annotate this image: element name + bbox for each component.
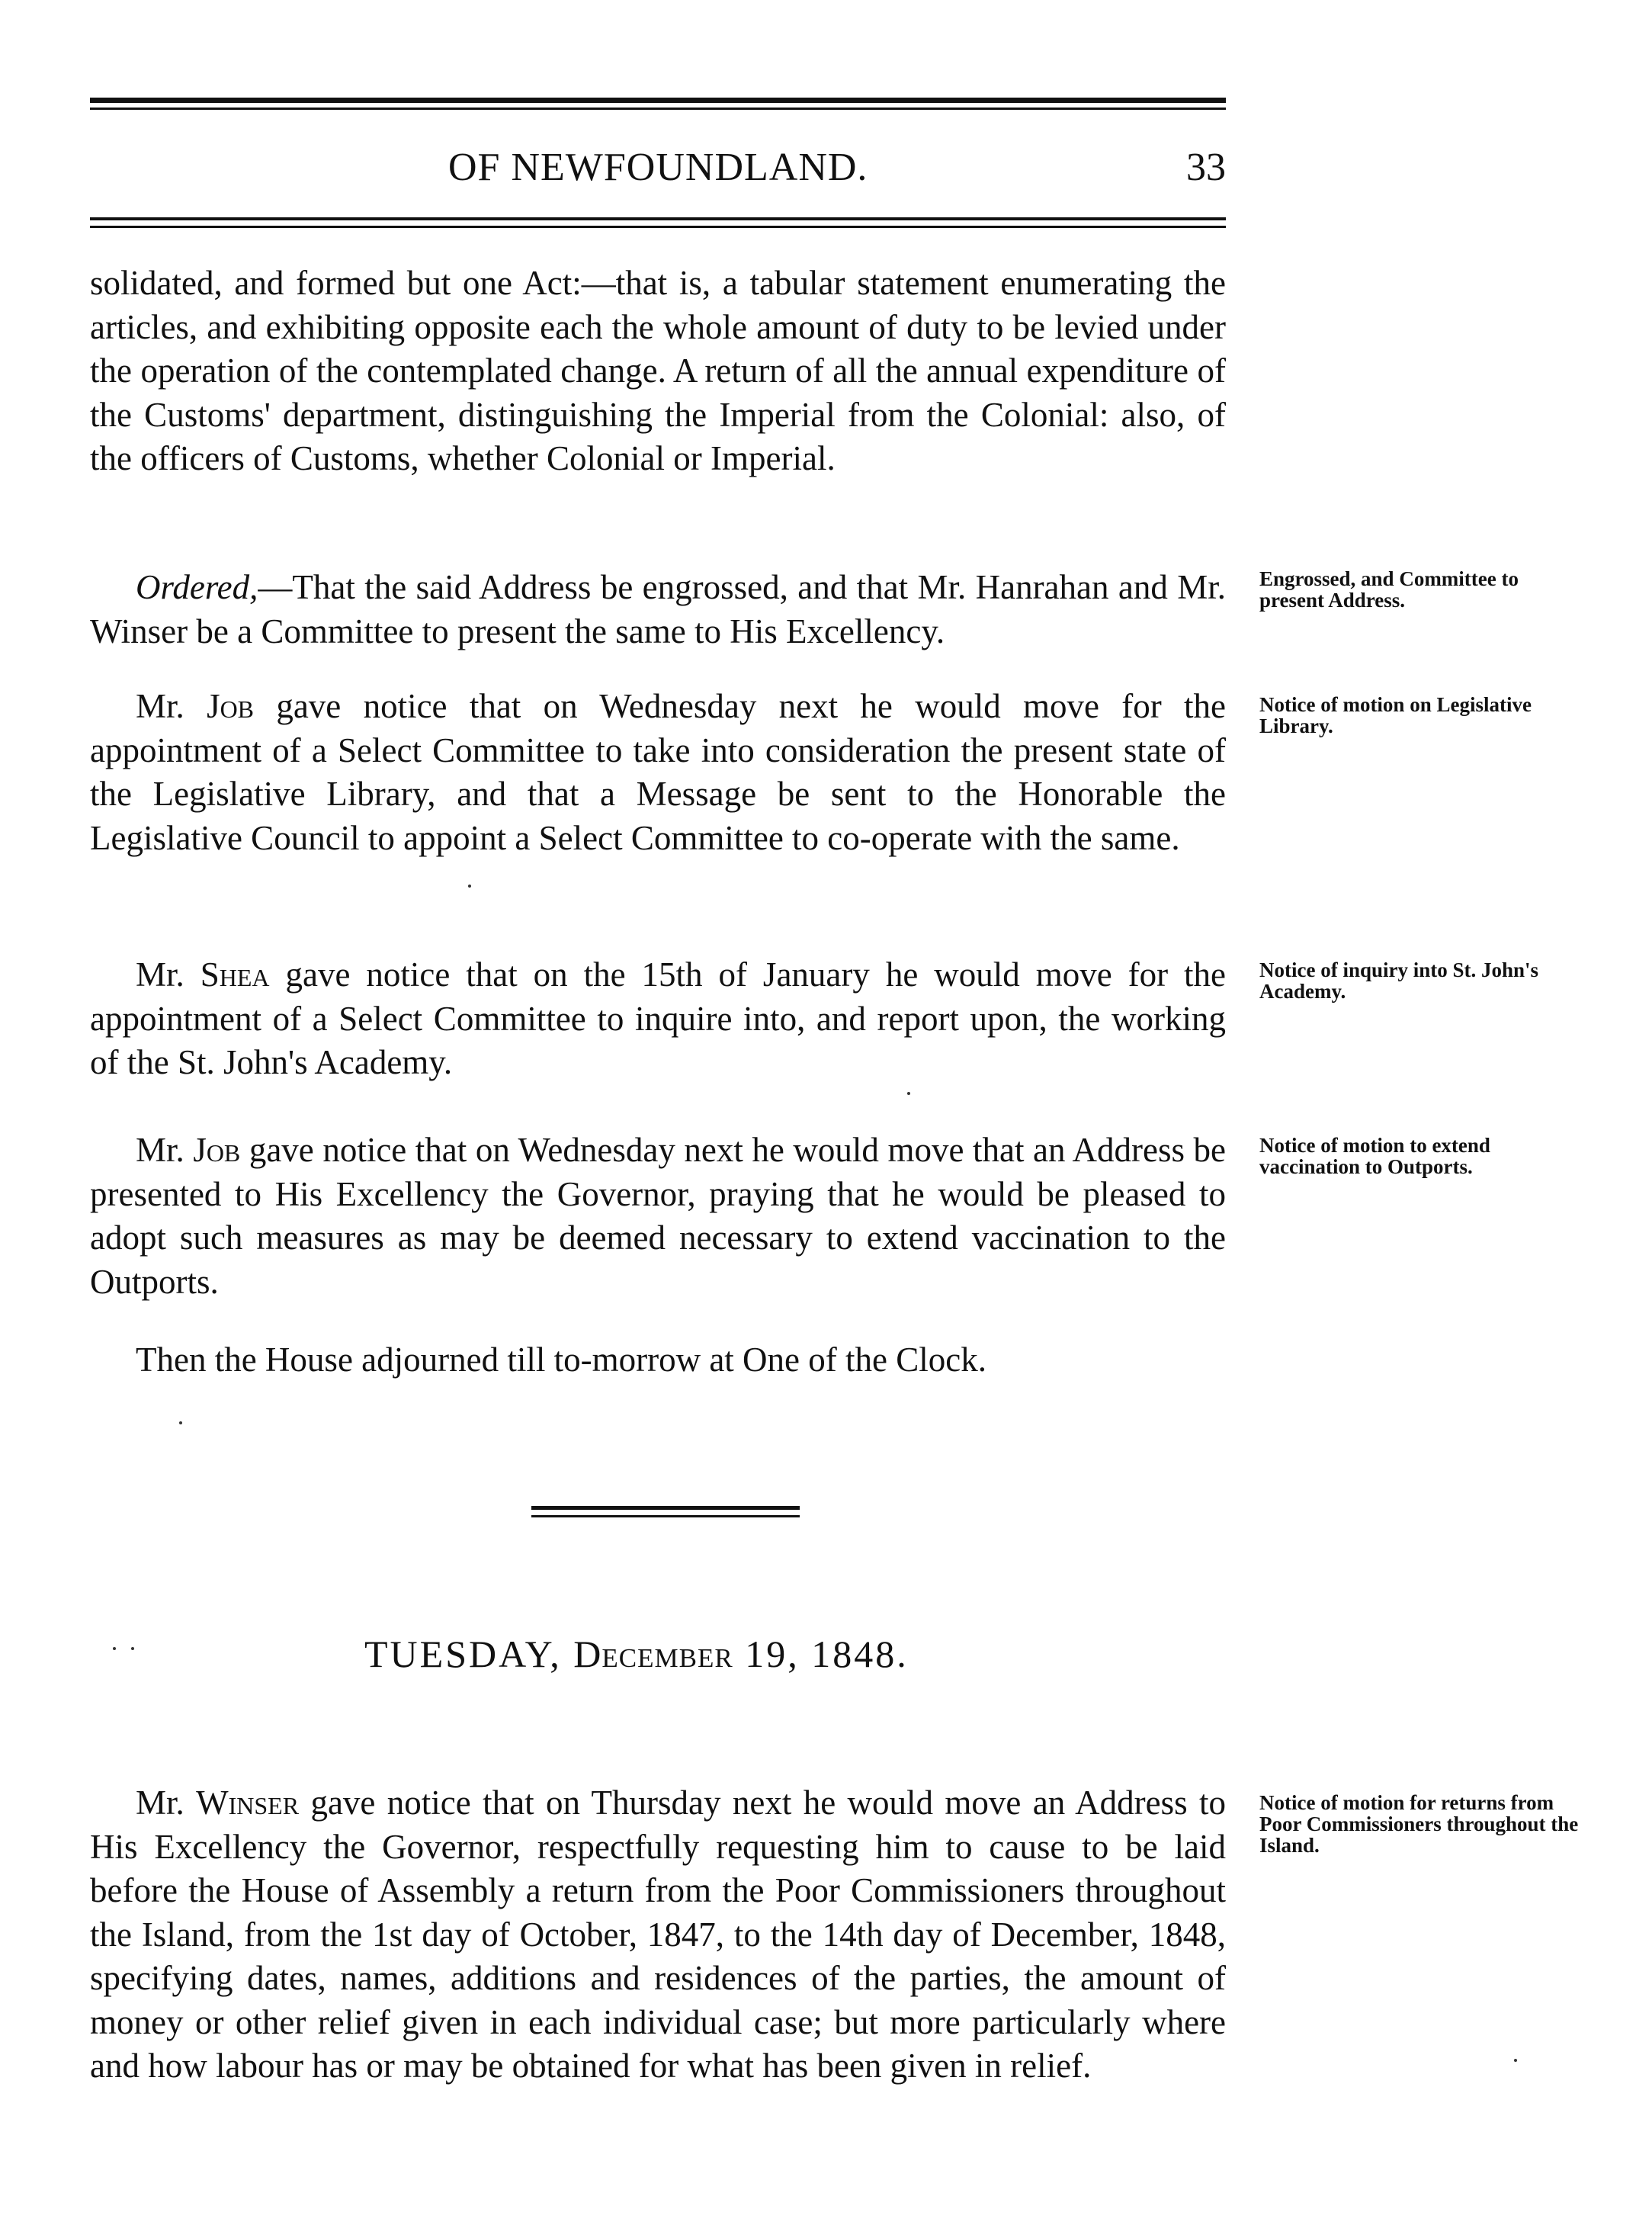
paragraph-text: Then the House adjourned till to-morrow at One of the Clock. [136,1341,986,1379]
paragraph-continuation [90,262,1226,481]
title-mr: Mr. [136,1784,184,1822]
paragraph-winser-returns [90,1781,1226,2089]
running-header [90,145,1226,198]
paragraph-text: gave notice that on Wednesday next he would move that an Address be presented to His Excellency the Governor, praying that he would be pleased to adopt such measures as may be deemed necessary to extend vaccination to the Outports. [90,1131,1227,1301]
print-speck [179,1421,182,1424]
paragraph-text: gave notice that on Thursday next he would move an Address to His Excellency the Governor, respectfully requesting him to cause to be laid before the House of Assembly a return from the Poor Commissioners throughout the Island, from the 1st day of October, 1847, to the 14th day of December, 1848, specifying dates, names, additions and residences of the parties, the amount of money or other relief given in each individual case; but more particularly where and how labour has or may be obtained for what has been given in relief. [90,1784,1226,2085]
header-rule-upper [90,217,1226,220]
marginal-note-academy: Notice of inquiry into St. John's Academy. [1259,958,1539,1003]
paragraph-job-vaccination [90,1129,1226,1304]
print-speck [1514,2059,1517,2062]
page-number: 33 [1186,146,1226,189]
print-speck [113,1647,116,1650]
print-speck [468,885,471,888]
paragraph-job-library [90,685,1226,860]
marginal-note-engrossed: Engrossed, and Committee to present Address. [1259,567,1519,612]
marginal-note-library: Notice of motion on Legislative Library. [1259,693,1532,737]
date-heading [364,1632,909,1676]
paragraph-ordered [90,566,1226,653]
paragraph-text: solidated, and formed but one Act:—that is, a tabular statement enumerating the articles, and exhibiting opposite each the whole amount of duty to be levied under the operation of the contemplated change. A return of all the annual expenditure of the Customs' department, distinguishing the Imperial from the Colonial: also, of the officers of Customs, whether Colonial or Imperial. [90,264,1226,477]
title-mr: Mr. [136,955,184,994]
section-divider-lower [531,1515,800,1517]
top-rule-thin [90,108,1226,110]
header-rule-lower [90,226,1226,228]
top-rule-thick [90,98,1226,103]
member-name: Shea [200,955,270,994]
date-month: December [573,1633,733,1675]
print-speck [907,1092,910,1095]
member-name: Job [207,687,255,725]
title-mr: Mr. [136,687,184,725]
member-name: Job [193,1131,241,1169]
title-mr: Mr. [136,1131,184,1169]
date-rest: 19, 1848. [745,1633,909,1675]
marginal-note-vaccination: Notice of motion to extend vaccination to Outports. [1259,1134,1490,1178]
paragraph-text: —That the said Address be engrossed, and that Mr. Hanrahan and Mr. Winser be a Committee to present the same to His Excellency. [90,568,1226,650]
section-divider-upper [531,1506,800,1510]
paragraph-shea-academy [90,953,1226,1085]
running-title: OF NEWFOUNDLAND. [448,146,868,189]
ordered-lead: Ordered, [136,568,258,606]
paragraph-text: gave notice that on Wednesday next he would move for the appointment of a Select Committee to take into consideration the present state of the Legislative Library, and that a Message be sent to the Honorable the Legislative Council to appoint a Select Committee to co-operate with the same. [90,687,1227,857]
date-day: TUESDAY, [364,1633,562,1675]
paragraph-text: gave notice that on the 15th of January he would move for the appointment of a Select Committee to inquire into, and report upon, the working of the St. John's Academy. [90,955,1227,1081]
print-speck [131,1647,134,1650]
marginal-note-poor-returns: Notice of motion for returns from Poor Commissioners throughout the Island. [1259,1791,1579,1857]
member-name: Winser [196,1784,300,1822]
paragraph-adjourned [90,1338,1226,1382]
